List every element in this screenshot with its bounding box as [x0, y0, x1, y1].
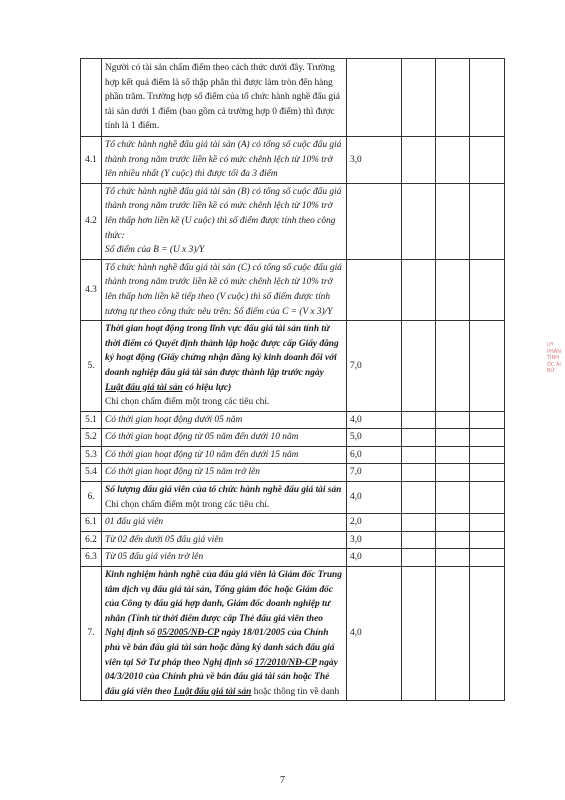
blank-cell: [470, 446, 505, 464]
blank-cell: [436, 411, 470, 429]
row-number: 6.2: [81, 531, 102, 549]
criterion-text: Tổ chức hành nghề đấu giá tài sản (C) có tổng số cuộc đấu giá thành trong năm trước liền kề có mức chênh lệch từ 10% trở lên thấp hơn liền kề tiếp theo (V cuộc) thì số điểm được tính tương tự theo công thức nêu trên: Số điểm của C = (V x 3)/Y: [102, 259, 347, 320]
blank-cell: [470, 482, 505, 514]
blank-cell: [470, 549, 505, 567]
table-row: [81, 259, 505, 320]
table-row: [81, 137, 505, 184]
blank-cell: [470, 514, 505, 532]
row-number: 5.2: [81, 429, 102, 447]
table-row: [81, 482, 505, 514]
criterion-text: Từ 05 đấu giá viên trở lên: [102, 549, 347, 567]
heading-part: ngày 18/01/2005 của Chính phủ về bán đấu giá tài sản hoặc đăng ký danh sách đấu giá viên tại Sở Tư pháp theo Nghị định số: [105, 628, 335, 668]
blank-cell: [470, 321, 505, 412]
row-number: 5.1: [81, 411, 102, 429]
blank-cell: [470, 411, 505, 429]
row-number: 5.3: [81, 446, 102, 464]
blank-cell: [470, 567, 505, 701]
blank-cell: [402, 321, 436, 412]
selection-note: Chỉ chọn chấm điểm một trong các tiêu chí.: [105, 499, 270, 510]
blank-cell: [436, 429, 470, 447]
heading-part: có hiệu lực): [182, 382, 232, 393]
law-reference: Luật đấu giá tài sản: [173, 686, 252, 697]
row-number: [81, 59, 102, 137]
blank-cell: [470, 531, 505, 549]
criterion-text: Tổ chức hành nghề đấu giá tài sản (A) có tổng số cuộc đấu giá thành trong năm trước liền kề có mức chênh lệch từ 10% trở lên nhiều nhất (Y cuộc) thì được tối đa 3 điểm: [102, 137, 347, 184]
criterion-text: [102, 567, 347, 701]
decree-reference: 05/2005/NĐ-CP: [157, 628, 220, 639]
max-score: [347, 59, 402, 137]
selection-note: Chỉ chọn chấm điểm một trong các tiêu chí.: [105, 397, 270, 408]
blank-cell: [436, 259, 470, 320]
row-number: 5.4: [81, 464, 102, 482]
blank-cell: [470, 137, 505, 184]
criterion-text: Có thời gian hoạt động dưới 05 năm: [102, 411, 347, 429]
table-row: [81, 464, 505, 482]
table-row: [81, 59, 505, 137]
criterion-text: Có thời gian hoạt động từ 05 năm đến dưới 10 năm: [102, 429, 347, 447]
blank-cell: [436, 446, 470, 464]
row-number: 6.1: [81, 514, 102, 532]
row-number: 6.: [81, 482, 102, 514]
blank-cell: [402, 567, 436, 701]
max-score: 4,0: [347, 411, 402, 429]
criterion-text: Có thời gian hoạt động từ 15 năm trở lên: [102, 464, 347, 482]
table-row: [81, 549, 505, 567]
max-score: 6,0: [347, 446, 402, 464]
page-number: 7: [280, 775, 285, 786]
blank-cell: [436, 549, 470, 567]
table-row: [81, 567, 505, 701]
blank-cell: [402, 259, 436, 320]
max-score: 2,0: [347, 514, 402, 532]
table-row: [81, 531, 505, 549]
decree-reference: 17/2010/NĐ-CP: [255, 657, 317, 668]
max-score: 7,0: [347, 464, 402, 482]
max-score: 7,0: [347, 321, 402, 412]
max-score: 3,0: [347, 137, 402, 184]
criterion-heading: Số lượng đấu giá viên của tổ chức hành nghề đấu giá tài sản: [105, 485, 342, 496]
score-formula: Số điểm của B = (U x 3)/Y: [105, 245, 205, 256]
blank-cell: [470, 259, 505, 320]
table-row: [81, 514, 505, 532]
heading-part: ngày 04/3/2010 của Chính phủ về bán đấu giá tài sản hoặc Thẻ đấu giá viên theo: [105, 657, 338, 697]
max-score: [347, 183, 402, 259]
heading-part: hoặc thông tin về danh: [251, 686, 340, 697]
table-row: [81, 446, 505, 464]
criterion-text: 01 đấu giá viên: [102, 514, 347, 532]
table-row: [81, 429, 505, 447]
table-row: [81, 183, 505, 259]
row-number: 7.: [81, 567, 102, 701]
heading-part: Kinh nghiệm hành nghề của đấu giá viên là Giám đốc Trung tâm dịch vụ đấu giá tài sản, Tổng giám đốc hoặc Giám đốc của Công ty đấu giá hợp danh, Giám đốc doanh nghiệp tư nhân (Tính từ thời điểm được cấp Thẻ đấu giá viên theo Nghị định số: [105, 570, 342, 639]
blank-cell: [470, 183, 505, 259]
blank-cell: [436, 321, 470, 412]
criterion-desc: Tổ chức hành nghề đấu giá tài sản (B) có tổng số cuộc đấu giá thành trong năm trước liền kề có mức chênh lệch từ 10% trở lên thấp hơn liền kề (U cuộc) thì số điểm được tính theo công thức:: [105, 186, 342, 241]
blank-cell: [402, 482, 436, 514]
blank-cell: [402, 59, 436, 137]
seal-stamp: ỦY PHÂN TỈNH ỐC ÁI BỨ: [547, 342, 561, 374]
blank-cell: [470, 464, 505, 482]
blank-cell: [436, 183, 470, 259]
row-number: 5.: [81, 321, 102, 412]
blank-cell: [436, 514, 470, 532]
table-row: [81, 411, 505, 429]
blank-cell: [402, 429, 436, 447]
law-reference: Luật đấu giá tài sản: [105, 382, 183, 393]
criterion-text: [102, 183, 347, 259]
blank-cell: [470, 429, 505, 447]
max-score: 4,0: [347, 482, 402, 514]
blank-cell: [402, 183, 436, 259]
blank-cell: [436, 531, 470, 549]
blank-cell: [436, 59, 470, 137]
max-score: [347, 259, 402, 320]
blank-cell: [436, 482, 470, 514]
blank-cell: [402, 411, 436, 429]
blank-cell: [470, 59, 505, 137]
row-number: 6.3: [81, 549, 102, 567]
max-score: 4,0: [347, 549, 402, 567]
criterion-text: Từ 02 đến dưới 05 đấu giá viên: [102, 531, 347, 549]
blank-cell: [402, 514, 436, 532]
blank-cell: [402, 137, 436, 184]
row-number: 4.1: [81, 137, 102, 184]
criteria-table: [80, 58, 505, 701]
criterion-text: [102, 321, 347, 412]
blank-cell: [402, 446, 436, 464]
criterion-heading: [105, 324, 339, 392]
blank-cell: [436, 137, 470, 184]
blank-cell: [436, 567, 470, 701]
blank-cell: [402, 549, 436, 567]
criterion-text: [102, 482, 347, 514]
heading-part: Thời gian hoạt động trong lĩnh vực đấu giá tài sản tính từ thời điểm có Quyết định thành lập hoặc được cấp Giấy đăng ký hoạt động (Giấy chứng nhận đăng ký kinh doanh đối với doanh nghiệp đấu giá tài sản được thành lập trước ngày: [105, 324, 339, 378]
blank-cell: [402, 531, 436, 549]
row-number: 4.3: [81, 259, 102, 320]
criterion-text: Người có tài sản chấm điểm theo cách thức dưới đây. Trường hợp kết quả điểm là số thập phân thì được làm tròn đến hàng phần trăm. Trường hợp số điểm của tổ chức hành nghề đấu giá tài sản dưới 1 điểm (bao gồm cả trường hợp 0 điểm) thì được tính là 1 điểm.: [102, 59, 347, 137]
row-number: 4.2: [81, 183, 102, 259]
max-score: 5,0: [347, 429, 402, 447]
max-score: 3,0: [347, 531, 402, 549]
criterion-text: Có thời gian hoạt động từ 10 năm đến dưới 15 năm: [102, 446, 347, 464]
blank-cell: [436, 464, 470, 482]
blank-cell: [402, 464, 436, 482]
max-score: 4,0: [347, 567, 402, 701]
table-row: [81, 321, 505, 412]
